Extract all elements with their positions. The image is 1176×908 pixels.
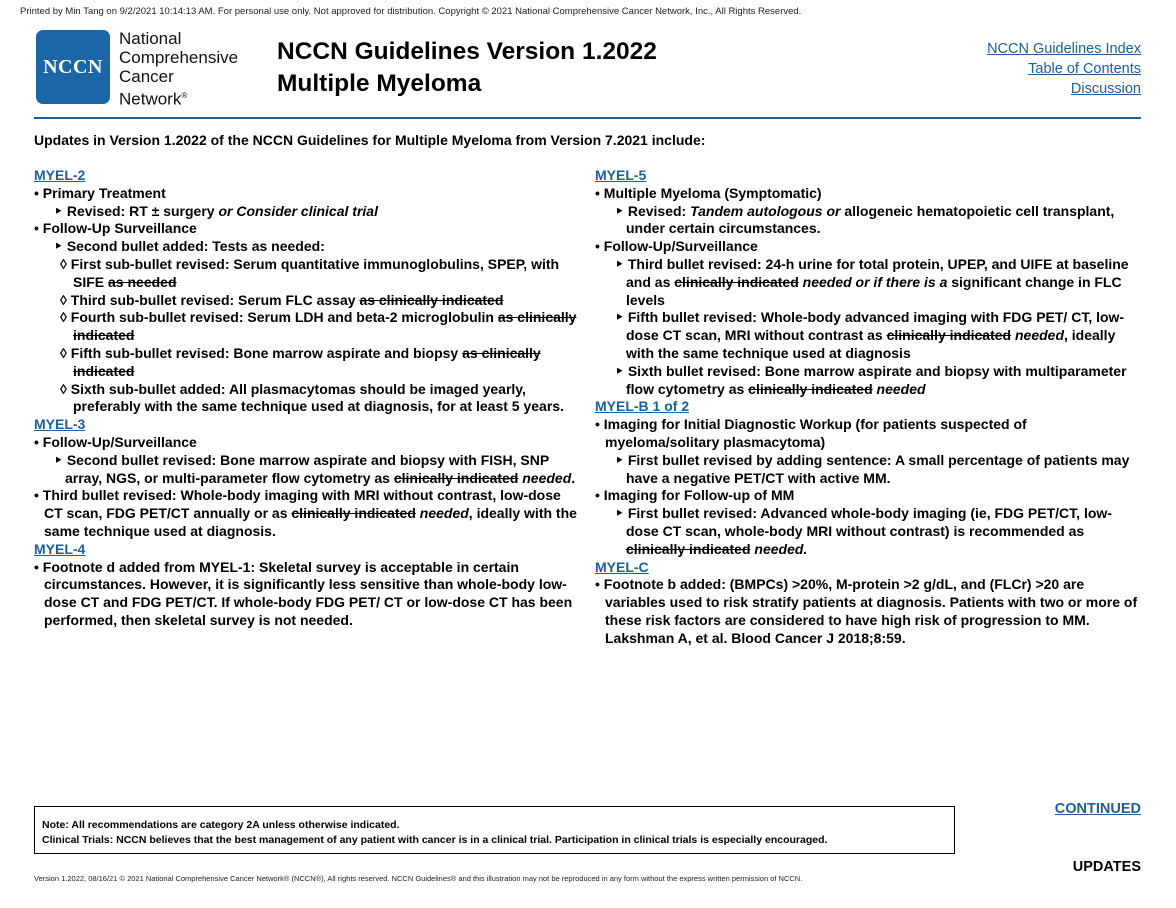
org-line-1: National: [119, 29, 182, 48]
sub-item-plasmacytomas: ◊ Sixth sub-bullet added: All plasmacytomas should be imaged yearly, preferably with the same technique used at diagnosis, for at least 5 years.: [60, 380, 564, 415]
title-version: NCCN Guidelines Version 1.2022: [277, 38, 657, 65]
bullet-follow-up-surveillance: • Follow-Up/Surveillance: [595, 238, 758, 255]
sub-item-ldh: ◊ Fourth sub-bullet revised: Serum LDH and beta-2 microglobulin as clinically indicated: [60, 309, 577, 344]
note-clinical-trials: Clinical Trials: NCCN believes that the best management of any patient with cancer is in a clinical trial. Participation in clinical trials is especially encouraged.: [42, 834, 828, 846]
subbullet-whole-body-imaging: ‣ First bullet revised: Advanced whole-body imaging (ie, FDG PET/CT, low-dose CT scan, whole-body MRI without contrast) is recommended as clinically indicated needed.: [615, 505, 1112, 557]
subbullet-flow-cytometry: ‣ Sixth bullet revised: Bone marrow aspirate and biopsy with multiparameter flow cytometry as clinically indicated needed: [615, 362, 1127, 397]
sub-item-immunoglobulins: ◊ First sub-bullet revised: Serum quantitative immunoglobulins, SPEP, with SIFE as needed: [60, 255, 560, 290]
note-category: Note: All recommendations are category 2A unless otherwise indicated.: [42, 819, 400, 831]
print-notice: Printed by Min Tang on 9/2/2021 10:14:13 AM. For personal use only. Not approved for distribution. Copyright © 2021 National Comprehensive Cancer Network, Inc., All Rights Reserved.: [20, 6, 802, 17]
bullet-follow-up-surveillance: • Follow-Up/Surveillance: [34, 433, 197, 450]
subbullet-rt-surgery: ‣ Revised: RT ± surgery or Consider clinical trial: [54, 202, 378, 219]
left-column: [34, 167, 582, 630]
bullet-third-revised: • Third bullet revised: Whole-body imaging with MRI without contrast, low-dose CT scan, FDG PET/CT annually or as clinically indicated needed, ideally with the same technique used at diagnosis.: [34, 487, 577, 539]
guidelines-index-link[interactable]: NCCN Guidelines Index: [987, 41, 1141, 57]
bullet-imaging-follow-up: • Imaging for Follow-up of MM: [595, 487, 795, 504]
right-column: [595, 167, 1143, 648]
subbullet-second-revised: ‣ Second bullet revised: Bone marrow aspirate and biopsy with FISH, SNP array, NGS, or multi-parameter flow cytometry as clinically indicated needed.: [54, 451, 576, 486]
title-topic: Multiple Myeloma: [277, 70, 482, 97]
note-box: [34, 806, 955, 854]
footer-copyright: Version 1.2022, 08/16/21 © 2021 National Comprehensive Cancer Network® (NCCN®), All rights reserved. NCCN Guidelines® and this illustration may not be reproduced in any form without the express written permission of NCCN.: [34, 874, 803, 883]
org-line-3: Cancer: [119, 67, 174, 86]
bullet-primary-treatment: • Primary Treatment: [34, 184, 166, 201]
section-link-myel-2[interactable]: MYEL-2: [34, 167, 86, 183]
subbullet-tests-needed: ‣ Second bullet added: Tests as needed:: [54, 238, 325, 255]
nccn-logo: [36, 30, 110, 104]
bullet-multiple-myeloma: • Multiple Myeloma (Symptomatic): [595, 184, 822, 201]
section-link-myel-4[interactable]: MYEL-4: [34, 540, 86, 557]
bullet-follow-up: • Follow-Up Surveillance: [34, 220, 197, 237]
org-line-4: Network®: [119, 89, 188, 109]
updates-subtitle: Updates in Version 1.2022 of the NCCN Guidelines for Multiple Myeloma from Version 7.2021 include:: [34, 132, 706, 148]
section-link-myel-b[interactable]: MYEL-B 1 of 2: [595, 398, 690, 415]
header-divider: [34, 117, 1141, 119]
subbullet-transplant: ‣ Revised: Tandem autologous or allogeneic hematopoietic cell transplant, under certain circumstances.: [615, 202, 1115, 237]
nav-links: [987, 39, 1141, 99]
bullet-imaging-workup: • Imaging for Initial Diagnostic Workup (for patients suspected of myeloma/solitary plasmacytoma): [595, 416, 1027, 450]
sub-item-bone-marrow: ◊ Fifth sub-bullet revised: Bone marrow aspirate and biopsy as clinically indicated: [60, 344, 541, 379]
discussion-link[interactable]: Discussion: [1070, 81, 1141, 97]
org-name: [119, 29, 238, 109]
logo-text: NCCN: [43, 55, 103, 78]
subbullet-advanced-imaging: ‣ Fifth bullet revised: Whole-body advanced imaging with FDG PET/ CT, low-dose CT scan, MRI without contrast as clinically indicated needed, ideally with the same technique used at diagnosis: [615, 309, 1125, 361]
page-title: [277, 36, 657, 100]
subbullet-urine-test: ‣ Third bullet revised: 24-h urine for total protein, UPEP, and UIFE at baseline and as clinically indicated needed or if there is a significant change in FLC levels: [615, 255, 1129, 308]
sub-item-flc-assay: ◊ Third sub-bullet revised: Serum FLC assay as clinically indicated: [60, 291, 504, 308]
section-link-myel-c[interactable]: MYEL-C: [595, 558, 649, 575]
bullet-footnote-d: • Footnote d added from MYEL-1: Skeletal survey is acceptable in certain circumstances. However, it is significantly less sensitive than whole-body low-dose CT and FDG PET/CT. If whole-body FDG PET/ CT or low-dose CT has been performed, then skeletal survey is not needed.: [34, 558, 573, 628]
section-link-myel-3[interactable]: MYEL-3: [34, 416, 86, 433]
bullet-footnote-b: • Footnote b added: (BMPCs) >20%, M-protein >2 g/dL, and (FLCr) >20 are variables used to risk stratify patients at diagnosis. Patients with two or more of these risk factors are considered to have high risk of progression to MM. Lakshman A, et al. Blood Cancer J 2018;8:59.: [595, 576, 1138, 646]
section-link-myel-5[interactable]: MYEL-5: [595, 167, 647, 183]
updates-label: UPDATES: [1072, 859, 1141, 875]
continued-link[interactable]: CONTINUED: [1054, 801, 1141, 817]
table-of-contents-link[interactable]: Table of Contents: [1028, 61, 1141, 77]
subbullet-negative-pet: ‣ First bullet revised by adding sentence: A small percentage of patients may have a negative PET/CT with active MM.: [615, 451, 1130, 486]
org-line-2: Comprehensive: [119, 48, 239, 67]
